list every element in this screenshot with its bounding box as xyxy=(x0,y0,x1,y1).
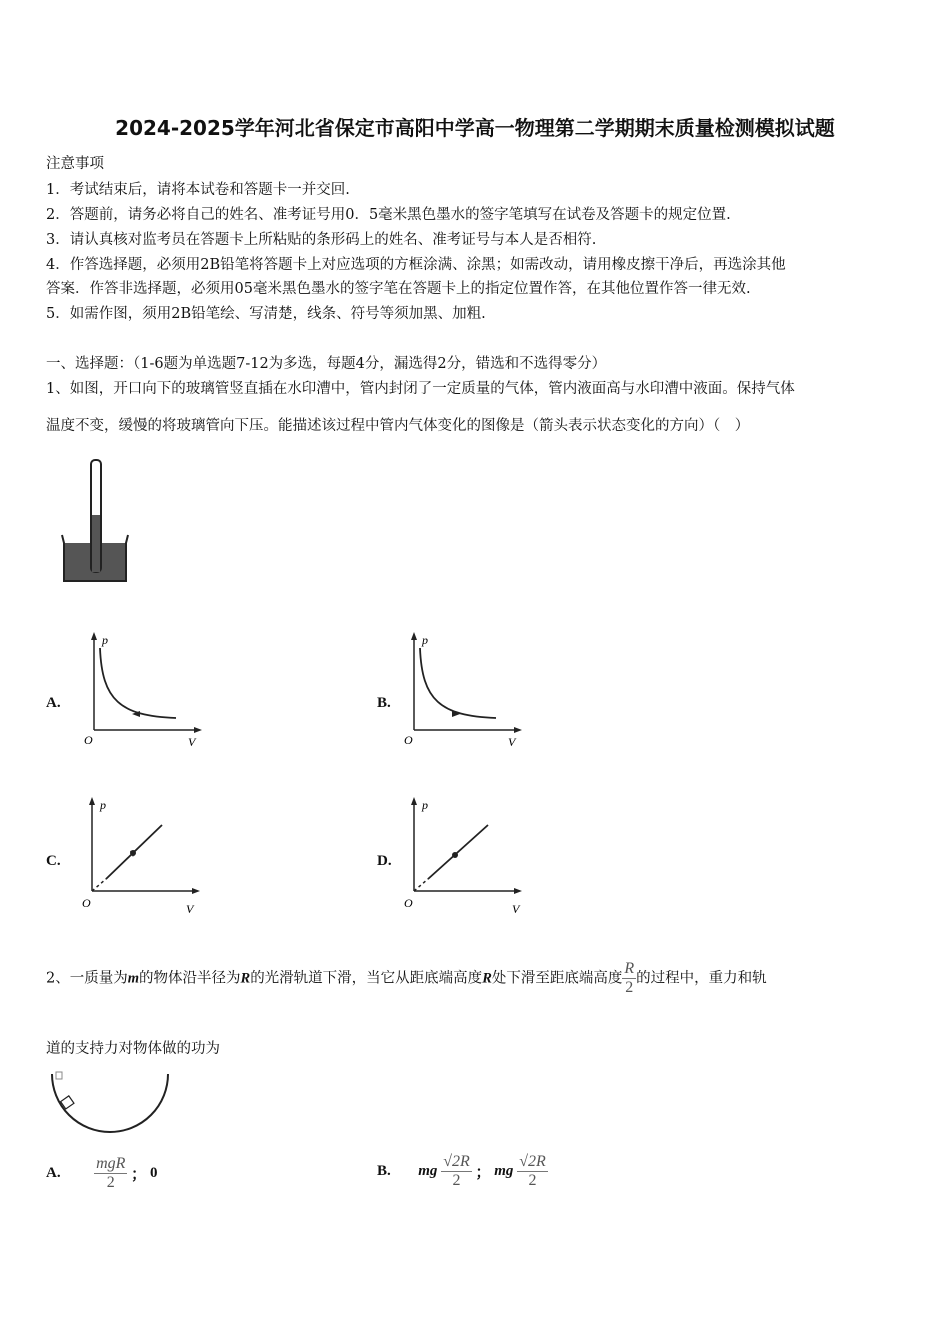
axis-label-p: p xyxy=(422,633,428,647)
axis-label-p: p xyxy=(100,798,106,812)
axis-label-v: V xyxy=(188,735,196,749)
axis-label-p: p xyxy=(422,798,428,812)
question-1-text: 温度不变，缓慢的将玻璃管向下压。能描述该过程中管内气体变化的图像是（箭头表示状态变化的方向）（ ） xyxy=(46,418,750,434)
notice-item: 3．请认真核对监考员在答题卡上所粘贴的条形码上的姓名、准考证号与本人是否相符. xyxy=(46,232,597,248)
notice-item: 2．答题前，请务必将自己的姓名、准考证号用0．5毫米黑色墨水的签字笔填写在试卷及答题卡的规定位置. xyxy=(46,207,731,223)
notice-item: 1．考试结束后，请将本试卷和答题卡一并交回. xyxy=(46,182,350,198)
graph-c xyxy=(78,795,208,920)
option-d-label: D. xyxy=(377,853,392,869)
origin-label: O xyxy=(404,896,413,910)
axis-label-v: V xyxy=(512,902,520,916)
option-b-label: B. xyxy=(377,695,391,711)
question-2-text: 2、一质量为m的物体沿半径为R的光滑轨道下滑，当它从距底端高度R处下滑至距底端高度 $\frac{R}{2}$ 的过程中，重力和轨 xyxy=(46,960,767,996)
option-a-label: A. xyxy=(46,695,61,711)
origin-label: O xyxy=(82,896,91,910)
axis-label-v: V xyxy=(186,902,194,916)
notice-item: 5．如需作图，须用2B铅笔绘、写清楚，线条、符号等须加黑、加粗. xyxy=(46,306,486,322)
notice-heading: 注意事项 xyxy=(46,156,104,172)
page-title: 2024-2025学年河北省保定市高阳中学高一物理第二学期期末质量检测模拟试题 xyxy=(115,116,835,140)
section-heading: 一、选择题：（1-6题为单选题7-12为多选，每题4分，漏选得2分，错选和不选得零分） xyxy=(46,356,607,372)
origin-label: O xyxy=(84,733,93,747)
axis-label-p: p xyxy=(102,633,108,647)
q2-option-b: B. mg $\frac{√2R}{2}$ ； mg $\frac{√2R}{2}$ xyxy=(377,1153,546,1189)
fraction-r-over-2: $\frac{R}{2}$ xyxy=(624,960,635,996)
axis-label-v: V xyxy=(508,735,516,749)
question-1-text: 1、如图，开口向下的玻璃管竖直插在水印漕中，管内封闭了一定质量的气体，管内液面高与水印漕中液面。保持气体 xyxy=(46,381,795,397)
origin-label: O xyxy=(404,733,413,747)
tube-trough-figure xyxy=(58,455,138,585)
option-c-label: C. xyxy=(46,853,61,869)
graph-b xyxy=(400,630,530,755)
notice-item: 答案．作答非选择题，必须用05毫米黑色墨水的签字笔在答题卡上的指定位置作答，在其他位置作答一律无效. xyxy=(46,281,751,297)
q2-option-a: A. $\frac{\text{mgR}}{2}$ ； 0 xyxy=(46,1155,158,1191)
question-2-text: 道的支持力对物体做的功为 xyxy=(46,1041,220,1057)
graph-d xyxy=(400,795,530,920)
notice-item: 4．作答选择题，必须用2B铅笔将答题卡上对应选项的方框涂满、涂黑；如需改动，请用橡皮擦干净后，再选涂其他 xyxy=(46,257,786,273)
graph-a xyxy=(80,630,210,755)
semicircle-track-figure xyxy=(48,1068,173,1138)
